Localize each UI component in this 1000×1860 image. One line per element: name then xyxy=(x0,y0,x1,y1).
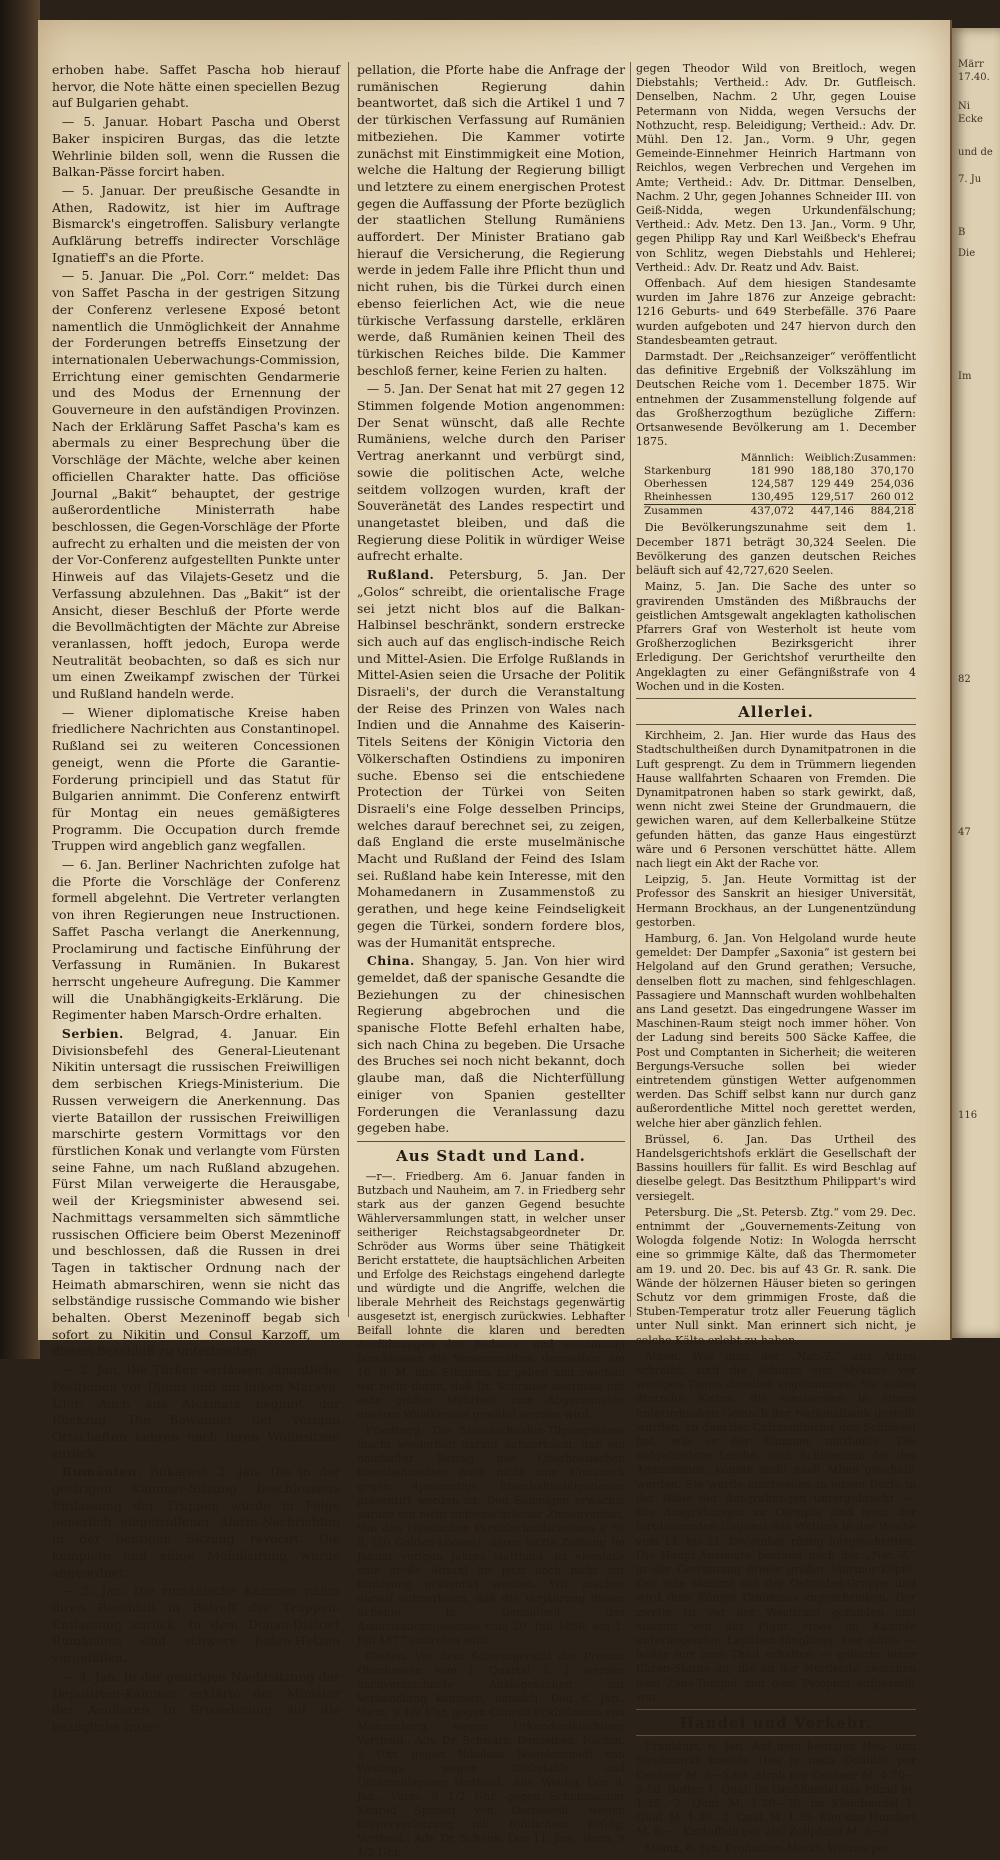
paragraph: — Wiener diplomatische Kreise haben friedlichere Nachrichten aus Constantinopel. Rußland sei zu weiteren Concessionen geneigt, wenn die Pforte die Garantie-Forderung principiell und das Statut für Bulgarien annimmt. Die Conferenz entwirft für Montag ein neues gemäßigteres Programm. Die Occupation durch fremde Truppen wird angeblich ganz wegfallen. xyxy=(52,704,340,854)
news-item-china xyxy=(357,953,625,1137)
edge-fragment: und de xyxy=(958,147,993,158)
paragraph: Gießen. Vor dem Schwurgericht der Provinz Oberhessen vom I. Quartal 1. J. werden nachverzeichnete Anklagesachen zur Verhandlung kommen, nämlich: Den 8. Jan., Vorm. 9 1/2 Uhr, gegen Conrad Eckhelmann von Münzenberg, wegen Urkundenfälschung; Vertheid.: Adv. Dr. Schwarz. Denselben, Nachm. 2 Uhr, gegen Nikolaus Nagelschmidt von Wenings, wegen Diebstahls und Unterschlagung; Vertheid.: Adv. Weidig. Den 9. Jan., Vorm. 9 1/2 Uhr, gegen Schuhmacher Konrad Spamer von Dortelweil, wegen Körperverletzung mit tödtlichem Erfolg; Vertheid.: Adv. Dr. Scheim. Den 11. Jan., Vorm. 9 1/2 Uhr, xyxy=(357,1649,625,1859)
column-rule-1 xyxy=(348,62,349,1317)
paragraph: Mainz, 5. Jan. Die Sache des unter so gravirenden Umständen des Mißbrauchs der geistlichen Amtsgewalt angeklagten katholischen Pfarrers Graf von Westerholt ist heute vom Großherzoglichen Bezirksgericht ihrer Erledigung. Der Gerichtshof verurtheilte den Angeklagten zu einer Gefängnißstrafe von 4 Wochen und in die Kosten. xyxy=(636,580,916,693)
edge-fragment: Märr xyxy=(958,59,984,70)
paragraph: —r—. Friedberg. Am 6. Januar fanden in Butzbach und Nauheim, am 7. in Friedberg sehr stark aus der ganzen Gegend besuchte Wählerversammlungen statt, in welcher unser seitheriger Reichstagsabgeordneter Dr. Schröder aus Worms über seine Thätigkeit Bericht erstattete, die hauptsächlichen Arbeiten und Erfolge des Reichstags eingehend darlegte und würdigte und die Angriffe, welchen die liberale Mehrheit des Reichstags gegenwärtig ausgesetzt ist, energisch zurückwies. Lebhafter Beifall lohnte die klaren und beredten Ausführungen des Redners, und einstimmig beschlossen die Versammelten, demselben am 10. d. M. ihre Stimmen zu geben und zweifeln wir nicht daran, daß Dr. Schröder abermals mit sehr großer Mehrheit zum Abgeordneten unseres Wahlkreises gewählt werden wird. xyxy=(357,1169,625,1421)
paragraph: Brüssel, 6. Jan. Das Urtheil des Handelsgerichtshofs erklärt die Gesellschaft der Bassins houillers für fallit. Es wird Beschlag auf dieselbe gelegt. Das Besitzthum Philippart's wird versiegelt. xyxy=(636,1132,916,1203)
column-rule-2 xyxy=(630,62,631,1317)
paragraph: — 6. Jan. Berliner Nachrichten zufolge hat die Pforte die Vorschläge der Conferenz formell abgelehnt. Die Vertreter verlangten von ihren Regierungen neue Instructionen. Saffet Pascha verlangt die Anerkennung, Proclamirung und factische Einführung der Verfassung in Rumänien. In Bukarest herrscht ungeheure Aufregung. Die Kammer will die Unabhängigkeits-Erklärung. Die Regimenter haben Marsch-Ordre erhalten. xyxy=(52,857,340,1023)
table-total-row xyxy=(644,504,916,518)
divider xyxy=(636,698,916,699)
table-cell: 181 990 xyxy=(750,465,794,478)
paragraph: — 4. Jan. In der gestrigen Nachtsitzung der Deputirten-Kammer erklärte der Minister des Aeußeren in Erwiederung auf die bezügliche Inter- xyxy=(52,1668,340,1734)
edge-fragment: 17.40. xyxy=(958,72,990,83)
table-cell: Weiblich: xyxy=(804,452,854,465)
column-1 xyxy=(52,62,340,1734)
paragraph: Offenbach. Auf dem hiesigen Standesamte wurden im Jahre 1876 zur Anzeige gebracht: 1216 Geburts- und 649 Sterbefälle. 376 Paare wurden aufgeboten und 247 hiervon durch den Standesbeamten getraut. xyxy=(636,277,916,347)
edge-fragment: 7. Ju xyxy=(958,174,982,185)
table-cell: Oberhessen xyxy=(644,478,708,491)
edge-fragment: 82 xyxy=(958,674,971,685)
paragraph: Frankfurt, 6. Jan. Auf dem heutigen Heu- und Strohmarkt kostete Heu je nach Qualität per Centner M. 5—5.60. Stroh per Centner M. 4.70—5.50. Butter 1. Qual. im Großhandel das Pfund M. 1.35., 2. Qual. M. 1.20—30, im Kleinhandel 1. Qual. M. 1.40., 2. Qual. M. 1.35. Eier das Hundert M. 6.—. Kartoffeln per 200 Zollpfund M. 5—6. xyxy=(636,1740,916,1839)
edge-fragment: Ni xyxy=(958,101,970,112)
section-head: China. xyxy=(366,953,415,969)
edge-fragment: 116 xyxy=(958,1110,978,1121)
edge-fragment: B xyxy=(958,227,966,238)
table-header xyxy=(644,452,916,465)
paragraph: — 5. Januar. Der preußische Gesandte in Athen, Radowitz, ist hier im Auftrage Bismarck's eingetroffen. Salisbury verlangte Aufklärung betreffs indirecter Vorschläge Ignatieff's an die Pforte. xyxy=(52,182,340,265)
edge-fragment: Die xyxy=(958,248,976,259)
adjacent-page-edge xyxy=(952,28,1000,1338)
table-cell: Zusammen: xyxy=(854,452,917,465)
population-table xyxy=(644,452,916,518)
paragraph: Athen. Wie man der „Nat.-Z.“ aus Athen schreibt, sind die Schätze von Mykene vor wenigen Tagen daselbst angekommen. Sie sollen dreizehn Kisten, die einstweilen in einem unterirdischen Gemach der Nationalbank gestellt wurden, zu dem der Cultusminister den Schlüssel hat, wie er der Kammer mittheilte. Die aufgefundene Leiche, nach Schliemann der des Agamemnon, konnte nicht nach Athen geschafft werden. Sie wurde einstweilen in einem Dorfe in der Nähe der Ausgrabungen untergebracht. — Die Ausgrabungen zu Olympia sind trotz der fortdauernden Ungunst des Wetters in der Woche vom 14. bis 21. December rüstig fortgeschritten. Die Haupt-Ausbeute bestand nach der „Nat.-Z.“ in der Gewinnung dreier großer Marmor-Köpfe. Der eine stammt aus der Ostgiebel-Gruppe und wird dem Könige Oinomaos zugeschrieben. Der zweite ist vor der Westfront gefunden und stammt von der Figur eines im Kampfe unterliegenden Lapithen-Jünglings. Der dritte — leider nur zum Theil erhalten — gehörte einer Ehren-Statue an, die an der Nordseite zwischen dem Zeus-Tempel und dem Pelopion aufgestellt war. xyxy=(636,1349,916,1704)
table-cell: Männlich: xyxy=(740,452,794,465)
paragraph: erhoben habe. Saffet Pascha hob hierauf hervor, die Note hätte einen speciellen Bezug auf Bulgarien gehabt. xyxy=(52,62,340,111)
section-head: Rumänien. xyxy=(61,1464,142,1480)
table-cell: 437,072 xyxy=(750,505,794,518)
table-cell xyxy=(644,452,734,465)
news-text: Shangay, 5. Jan. Von hier wird gemeldet, daß der spanische Gesandte die Beziehungen zu der chinesischen Regierung abgebrochen und die spanische Flotte Befehl erhalten habe, sich nach China zu begeben. Die Ursache des Bruches sei noch nicht bekannt, doch glaube man, daß die Nichterfüllung einiger von Spanien gestellter Forderungen die Veranlassung dazu gegeben habe. xyxy=(357,953,625,1136)
paragraph: Petersburg. Die „St. Petersb. Ztg.“ vom 29. Dec. entnimmt der „Gouvernements-Zeitung von Wologda folgende Notiz: In Wologda herrscht eine so grimmige Kälte, daß das Thermometer am 19. und 20. Dec. bis auf 43 Gr. R. sank. Die Wände der hölzernen Häuser bieten so geringen Schutz vor dem grimmigen Froste, daß die Stuben-Temperatur trotz aller Feuerung täglich unter Null sinkt. Man erinnert sich nicht, je solche Kälte erlebt zu haben. xyxy=(636,1205,916,1347)
table-cell: Rheinhessen xyxy=(644,491,712,504)
table-cell: Zusammen xyxy=(644,505,703,518)
table-cell: 188,180 xyxy=(810,465,854,478)
table-cell: 124,587 xyxy=(750,478,794,491)
paragraph: pellation, die Pforte habe die Anfrage der rumänischen Regierung dahin beantwortet, daß sich die Artikel 1 und 7 der türkischen Verfassung auf Rumänien mitbeziehen. Die Kammer votirte zunächst mit Einstimmigkeit eine Motion, welche die Haltung der Regierung billigt und letztere zu einem energischen Protest gegen die Auffassung der Pforte bezüglich der staatlichen Stellung Rumäniens auffordert. Der Minister Bratiano gab hierauf die Versicherung, die Regierung werde in jedem Falle ihre Pflicht thun und nicht ruhen, bis die Türkei durch einen ebenso feierlichen Act, wie die neue türkische Verfassung darstelle, erklären werde, daß Rumänien keinen Theil des türkischen Reiches bilde. Die Kammer beschloß ferner, keine Ferien zu halten. xyxy=(357,62,625,378)
paragraph: — 5. Jan. Der Senat hat mit 27 gegen 12 Stimmen folgende Motion angenommen: Der Senat wünscht, daß alle Rechte Rumäniens, welche durch den Pariser Vertrag anerkannt und verbürgt sind, sowie die politischen Acte, welche seitdem vollzogen wurden, kraft der Souveränetät des Landes respectirt und unangetastet bleiben, und daß die Regierung diese Politik in würdiger Weise aufrecht erhalte. xyxy=(357,381,625,564)
table-cell: 447,146 xyxy=(810,505,854,518)
news-item-serbien xyxy=(52,1026,340,1360)
news-item-russland xyxy=(357,567,625,951)
section-title-stadt: Aus Stadt und Land. xyxy=(396,1147,586,1165)
table-row xyxy=(644,478,916,491)
section-title-allerlei: Allerlei. xyxy=(738,702,814,721)
news-text: Bukarest, 2. Jan. Die in der gestrigen Kammer-Sitzung beschlossene Entlassung der Truppen wurde in Folge neuerlich eingetroffener Alarm-Nachrichten in der heutigen Sitzung revocirt. Die komplete und eilige Mobilisirung wurde angeordnet. xyxy=(52,1464,340,1580)
table-cell: 884,218 xyxy=(870,505,914,518)
table-cell: 254,036 xyxy=(870,478,914,491)
paragraph: Friedberg. Die Staatsschulden-Tilgungskasse macht wiederholt darauf aufmerksam, daß ein namhafter Betrag der Oberhessischen Eisenbahnactien noch nicht zum Umtausch gegen 4procentige Eisenbahnobligationen präsentirt worden ist. Den Säumigen erwächst daraus ein nicht unbeträchtlicher Zinsenverlust. Von den Hessischen Partialschuldscheinen à 50 fl. (50 Gulden-Loosen), deren letzte Ziehung im Januar vorigen Jahres stattfand, ist ebenfalls eine große Anzahl bis jetzt noch nicht zur Einlösung präsentirt worden. Wir machen darauf aufmerksam, daß die Verjährung dieser Scheine in Gemäßheit des Amortisationsgesetzes vom 20. Juli 1858, am 1. Juli 1877 eintreten wird. xyxy=(357,1423,625,1647)
table-cell: 260 012 xyxy=(870,491,914,504)
paragraph: Kirchheim, 2. Jan. Hier wurde das Haus des Stadtschultheißen durch Dynamitpatronen in die Luft gesprengt. Zu dem in Trümmern liegenden Hause wallfahrten Schaaren von Fremden. Die Dynamitpatronen haben so stark gewirkt, daß, wenn nicht zwei Steine der Grundmauern, die gewichen waren, auf dem Kellerbalkeine Stütze gefunden hätten, das ganze Haus eingestürzt wäre und 6 Personen verschüttet hätte. Allem nach liegt ein Akt der Rache vor. xyxy=(636,729,916,870)
book-binding xyxy=(0,0,40,1359)
news-text: Petersburg, 5. Jan. Der „Golos“ schreibt, die orientalische Frage sei jetzt nicht blos auf die Balkan-Halbinsel beschränkt, sondern erstrecke sich auch auf das englisch-indische Reich und Mittel-Asien. Die Erfolge Rußlands in Mittel-Asien seien die Ursache der Politik Disraeli's, der durch die Veranstaltung der Reise des Prinzen von Wales nach Indien und die Annahme des Kaiserin-Titels Seitens der Königin Victoria den Völkerschaften Ostindiens zu imponiren suche. Ebenso sei die entschiedene Protection der Türkei von Seiten Disraeli's eine Folge desselben Princips, welches darauf berechnet sei, zu zeigen, daß England die erste muselmänische Macht und Rußland der Feind des Islam sei. Rußland habe kein Interesse, mit den Mohamedanern in Zusammenstoß zu gerathen, und hege keine Feindseligkeit gegen die Türkei, sondern fordere blos, was der Humanität entspreche. xyxy=(357,567,625,950)
paragraph: Die Bevölkerungszunahme seit dem 1. December 1871 beträgt 30,324 Seelen. Die Bevölkerung des ganzen deutschen Reiches beläuft sich auf 42,727,620 Seelen. xyxy=(636,521,916,578)
column-2 xyxy=(357,62,625,1859)
divider xyxy=(636,1709,916,1710)
news-text: Belgrad, 4. Januar. Ein Divisionsbefehl des General-Lieutenant Nikitin untersagt die russischen Freiwilligen dem serbischen Kriegs-Ministerium. Die Russen verweigern die Anerkennung. Das vierte Bataillon der russischen Freiwilligen marschirte gestern Vormittags vor den fürstlichen Konak und verlangte vom Fürsten seine Fahne, um nach Rußland abzugehen. Fürst Milan verweigerte die Herausgabe, weil der Kriegsminister abwesend sei. Nachmittags versammelten sich sämmtliche russischen Officiere beim Oberst Mezeninoff und beschlossen, daß die Russen in drei Tagen in taktischer Ordnung nach der Heimath abmarschiren, wenn sie nicht das selbständige russische Commando wie bisher behalten. Oberst Mezeninoff begab sich sofort zu Nikitin und Consul Karzoff, um diesen Beschluß zu unterbreiten. xyxy=(52,1026,340,1359)
edge-fragment: Im xyxy=(958,371,972,382)
paragraph: — 2. Jan. Die Türken verlassen sämmtliche Positionen vor Djunis und am linken Marava-Ufer. Auch aus Alexinatz beginnt der Rückzug. Die Bewohner der vorigen Ortschaften kehren nach ihren Wohnsitzen zurück. xyxy=(52,1362,340,1461)
column-3 xyxy=(636,62,917,1855)
paragraph: gegen Theodor Wild von Breitloch, wegen Diebstahls; Vertheid.: Adv. Dr. Gutfleisch. Denselben, Nachm. 2 Uhr, gegen Louise Petermann von Nidda, wegen Versuchs der Nothzucht, resp. Beleidigung; Vertheid.: Adv. Dr. Mühl. Den 12. Jan., Vorm. 9 Uhr, gegen Gemeinde-Einnehmer Heinrich Hartmann von Reichlos, wegen Verbrechen und Vergehen im Amte; Vertheid.: Adv. Dr. Dittmar. Denselben, Nachm. 2 Uhr, gegen Johannes Schneider III. von Geiß-Nidda, wegen Urkundenfälschung; Vertheid.: Adv. Metz. Den 13. Jan., Vorm. 9 Uhr, gegen Philipp Ray und Karl Weißbeck's Ehefrau von Schlitz, wegen Diebstahls und Hehlerei; Vertheid.: Adv. Dr. Reatz und Adv. Baist. xyxy=(636,62,916,274)
news-item-rumaenien xyxy=(52,1464,340,1581)
table-cell: Starkenburg xyxy=(644,465,712,478)
table-cell: 370,170 xyxy=(870,465,914,478)
divider xyxy=(357,1141,625,1142)
paragraph: Hamburg, 6. Jan. Von Helgoland wurde heute gemeldet: Der Dampfer „Saxonia“ ist gestern bei Helgoland auf den Grund gerathen; Versuche, denselben flott zu machen, sind fehlgeschlagen. Passagiere und Mannschaft wurden wohlbehalten ans Land gesetzt. Das eingedrungene Wasser im Maschinen-Raum steigt noch immer höher. Von der Ladung sind bereits 500 Säcke Kaffee, die Post und Comptanten in Sicherheit; die weiteren Bergungs-Versuche sollen bei wieder eintretendem günstigen Wetter aufgenommen werden. Das Schiff selbst kann nur durch ganz außerordentliche Mittel noch gerettet werden, welche hier aber gänzlich fehlen. xyxy=(636,931,916,1130)
section-head: Serbien. xyxy=(61,1026,124,1042)
section-title-handel: Handel und Verkehr. xyxy=(679,1713,873,1732)
table-row xyxy=(644,491,916,504)
paragraph: Darmstadt. Der „Reichsanzeiger“ veröffentlicht das definitive Ergebniß der Volkszählung im Deutschen Reiche vom 1. December 1875. Wir entnehmen der Zusammenstellung folgende auf das Großherzogthum bezügliche Ziffern: Ortsanwesende Bevölkerung am 1. December 1875. xyxy=(636,350,916,449)
table-cell: 130,495 xyxy=(750,491,794,504)
paragraph: — 3. Jan. Die rumänische Kammer nahm ihren Beschluß in Betreff der Truppen-Entlassung zurück. In dem Donau-District Rumäniens sind schwere Juden-Hetzen vorgefallen. xyxy=(52,1583,340,1666)
table-row xyxy=(644,465,916,478)
edge-fragment: 47 xyxy=(958,827,971,838)
stadt-block xyxy=(357,1170,625,1860)
table-cell: 129,517 xyxy=(810,491,854,504)
edge-fragment: Ecke xyxy=(958,114,983,125)
section-head: Rußland. xyxy=(366,567,435,583)
divider xyxy=(636,724,916,725)
paragraph: — 5. Januar. Hobart Pascha und Oberst Baker inspiciren Burgas, das die letzte Wehrlinie bilden soll, wenn die Russen die Balkan-Pässe forcirt haben. xyxy=(52,114,340,180)
divider xyxy=(636,1735,916,1736)
paragraph: Leipzig, 5. Jan. Heute Vormittag ist der Professor des Sanskrit an hiesiger Universität, Hermann Brockhaus, an der Lungenentzündung gestorben. xyxy=(636,873,916,929)
table-cell: 129 449 xyxy=(810,478,854,491)
paragraph: Mainz, 6. Jan. Producten-Markt. Waizen per xyxy=(644,1841,890,1855)
paragraph: — 5. Januar. Die „Pol. Corr.“ meldet: Das von Saffet Pascha in der gestrigen Sitzung der Conferenz verlesene Exposé betont namentlich die Unmöglichkeit der Annahme der Forderungen betreffs Einsetzung der internationalen Ueberwachungs-Commission, Errichtung einer gemischten Gendarmerie und des Modus der Ernennung der Gouverneure in den aufständigen Provinzen. Nach der Erklärung Saffet Pascha's kam es abermals zu einer Besprechung über die Vorschläge der Mächte, welche aber keinen officiellen Charakter hatte. Das officiöse Journal „Bakit“ behauptet, der gestrige außerordentliche Ministerrath habe beschlossen, die Gegen-Vorschläge der Pforte aufrecht zu erhalten und die meisten der von der Vor-Conferenz aufgestellten Punkte unter Hinweis auf das Vilajets-Gesetz und die Verfassung abzulehnen. Das „Bakit“ ist der Ansicht, dieser Beschluß der Pforte werde die Bevollmächtigten der Mächte zur Abreise veranlassen, hofft jedoch, Europa werde Neutralität beobachten, so daß es sich nur um einen Zweikampf zwischen der Türkei und Rußland handeln werde. xyxy=(52,268,340,702)
